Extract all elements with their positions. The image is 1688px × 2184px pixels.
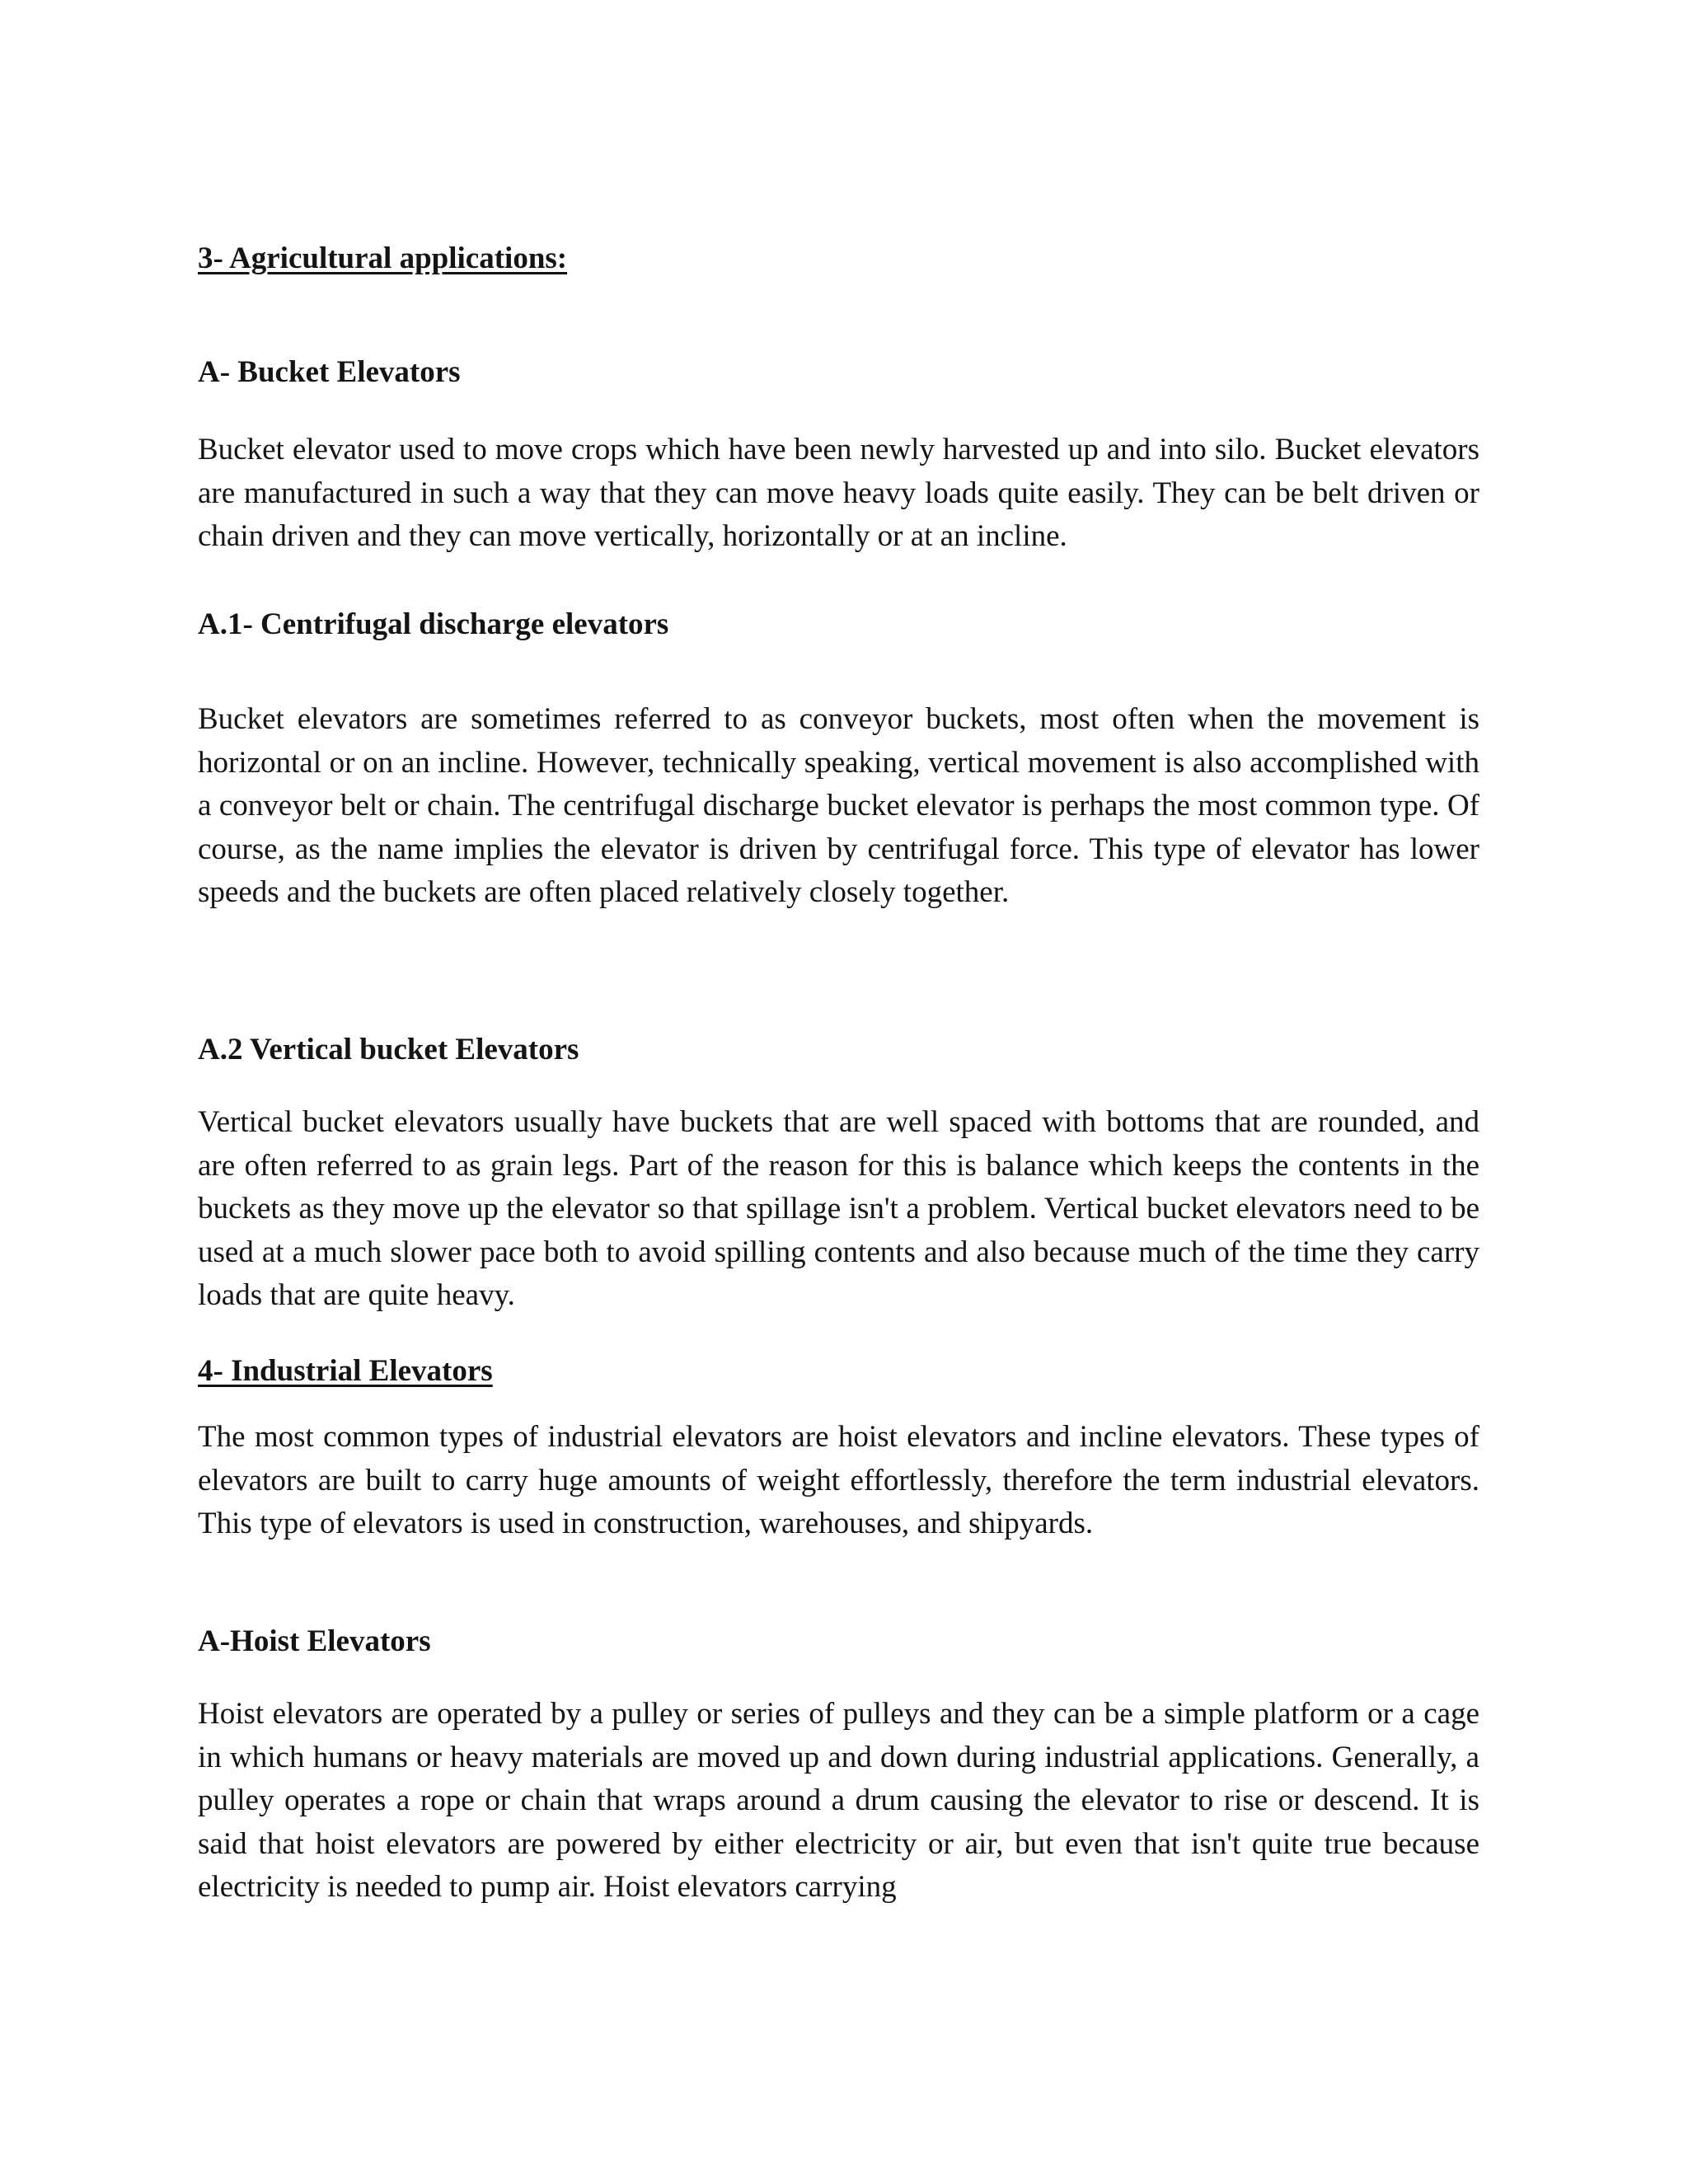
paragraph-centrifugal-discharge-elevators: Bucket elevators are sometimes referred to as conveyor buckets, most often when the movement is horizontal or on an incline. However, technically speaking, vertical movement is also accomplished with a conveyor belt or chain. The centrifugal discharge bucket elevator is perhaps the most common type. Of course, as the name implies the elevator is driven by centrifugal force. This type of elevator has lower speeds and the buckets are often placed relatively closely together.	[198, 702, 1479, 910]
paragraph-vertical-bucket-elevators: Vertical bucket elevators usually have buckets that are well spaced with bottoms that are rounded, and are often referred to as grain legs. Part of the reason for this is balance which keeps the contents in the buckets as they move up the elevator so that spillage isn't a problem. Vertical bucket elevators need to be used at a much slower pace both to avoid spilling contents and also because much of the time they carry loads that are quite heavy.	[198, 1105, 1479, 1313]
paragraph-bucket-elevators: Bucket elevator used to move crops which have been newly harvested up and into silo. Bucket elevators are manufactured in such a way that they can move heavy loads quite easily. They can be belt driven or chain driven and they can move vertically, horizontally or at an incline.	[198, 433, 1479, 554]
section-heading-industrial-elevators: 4- Industrial Elevators	[198, 1354, 493, 1388]
subheading-centrifugal-discharge-elevators: A.1- Centrifugal discharge elevators	[198, 607, 669, 641]
paragraph-industrial-elevators: The most common types of industrial elevators are hoist elevators and incline elevators. These types of elevators are built to carry huge amounts of weight effortlessly, therefore the term industrial elevators. This type of elevators is used in construction, warehouses, and shipyards.	[198, 1420, 1479, 1541]
paragraph-hoist-elevators: Hoist elevators are operated by a pulley or series of pulleys and they can be a simple platform or a cage in which humans or heavy materials are moved up and down during industrial applications. Generally, a pulley operates a rope or chain that wraps around a drum causing the elevator to rise or descend. It is said that hoist elevators are powered by either electricity or air, but even that isn't quite true because electricity is needed to pump air. Hoist elevators carrying	[198, 1697, 1479, 1905]
subheading-hoist-elevators: A-Hoist Elevators	[198, 1624, 431, 1658]
subheading-bucket-elevators: A- Bucket Elevators	[198, 355, 461, 389]
subheading-vertical-bucket-elevators: A.2 Vertical bucket Elevators	[198, 1033, 579, 1066]
section-heading-agricultural-applications: 3- Agricultural applications:	[198, 241, 568, 275]
